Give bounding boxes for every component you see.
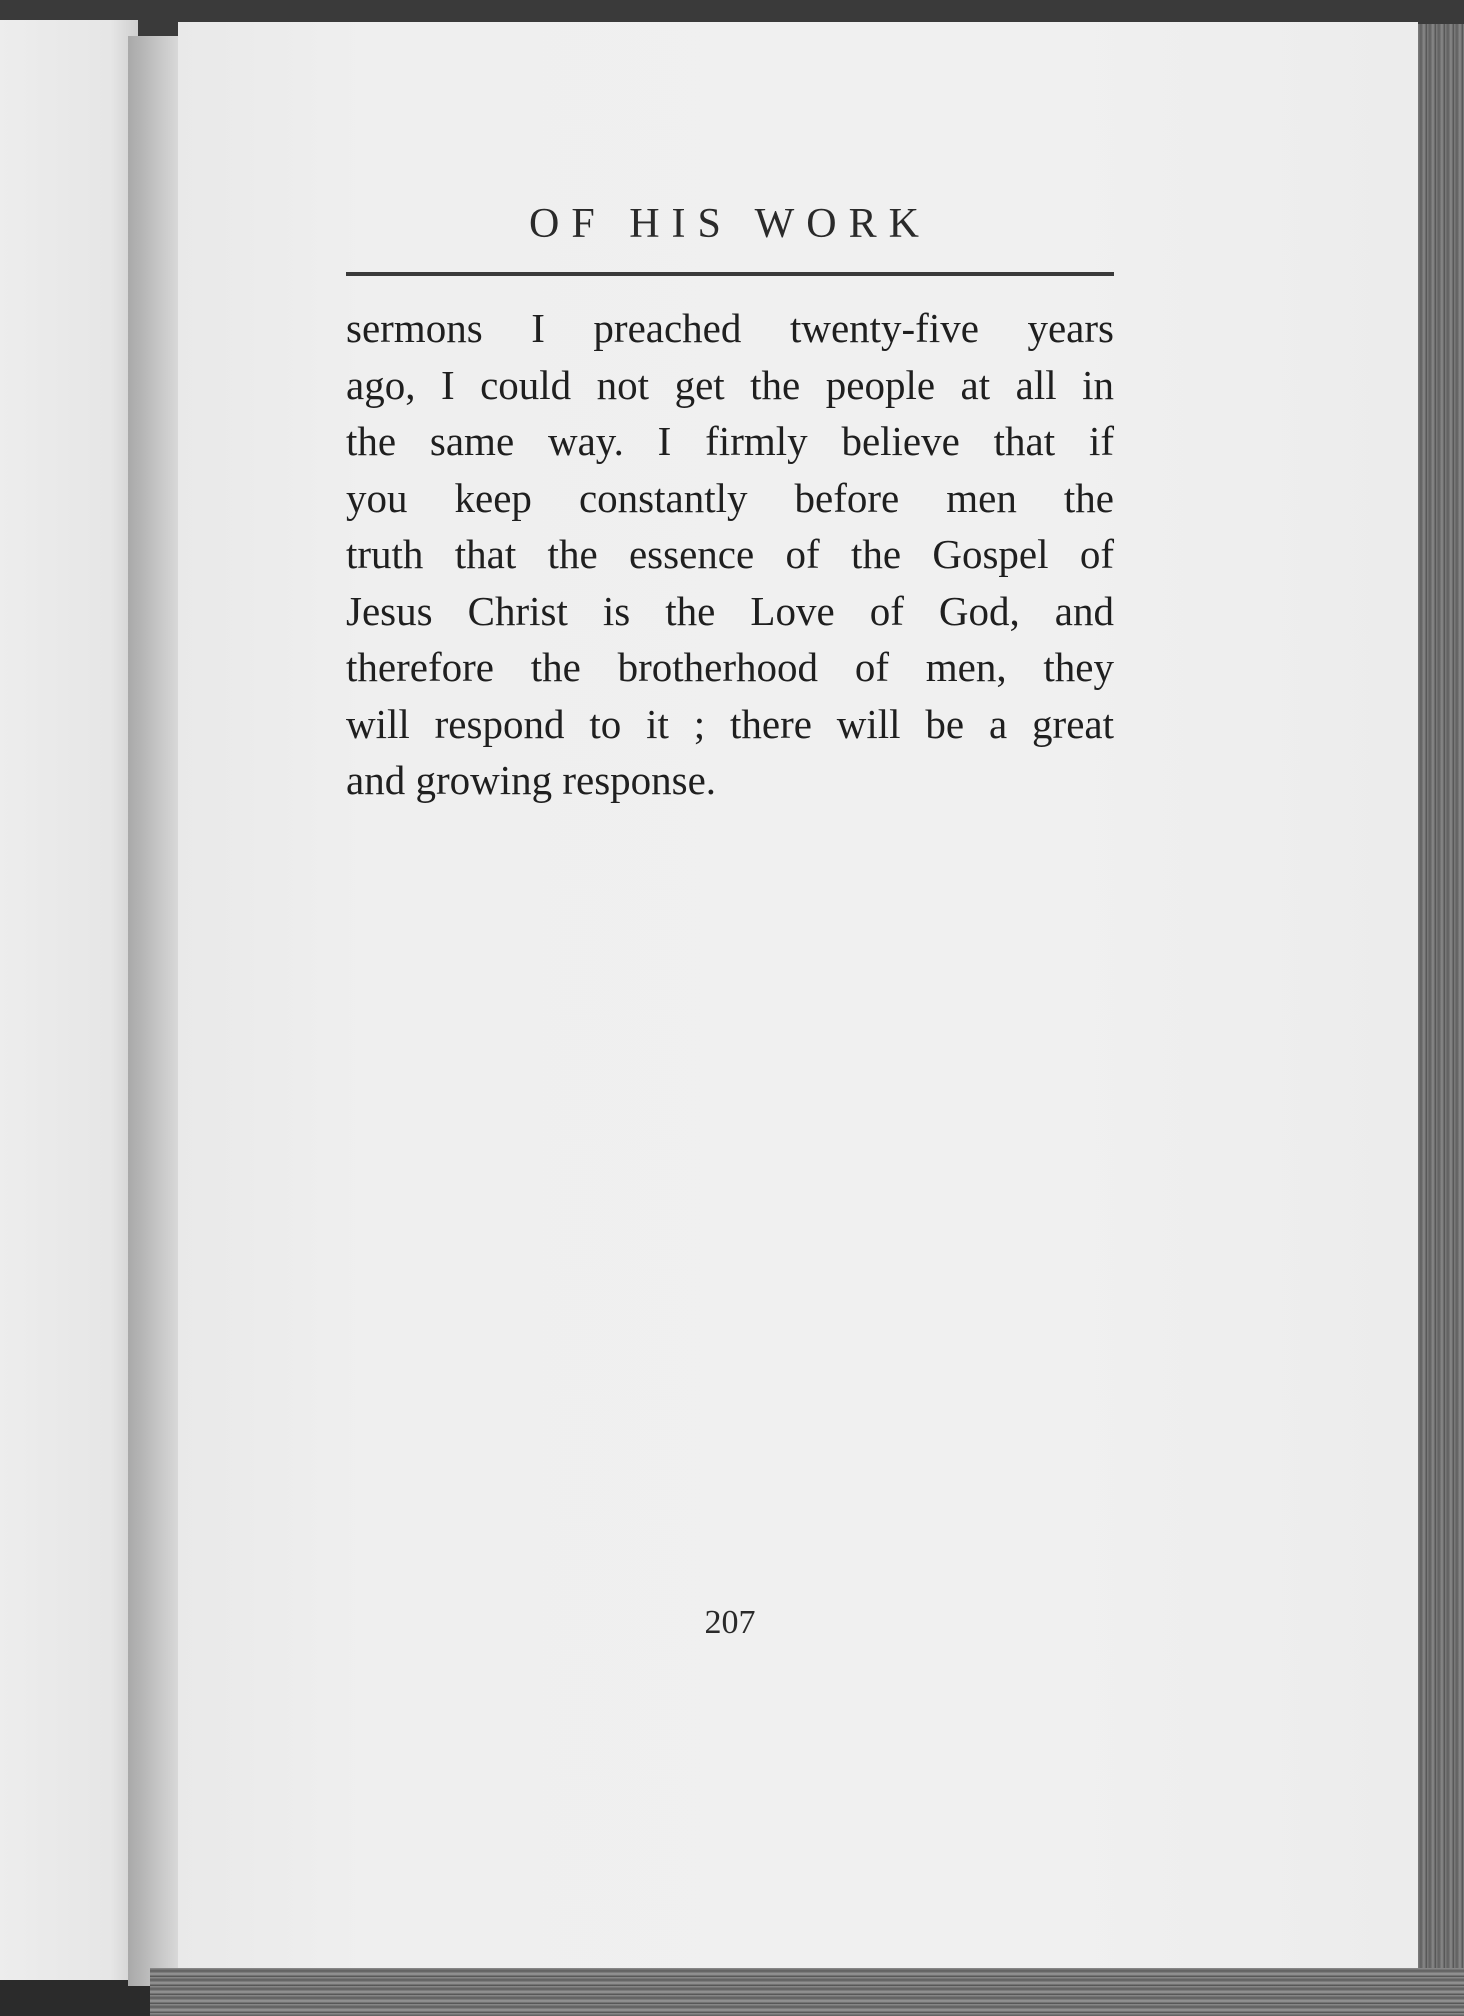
text-line: Jesus Christ is the Love of God, and [346, 587, 1114, 634]
page-number: 207 [704, 1604, 756, 1641]
binding-gutter [128, 36, 184, 1986]
running-head: OF HIS WORK [529, 201, 931, 247]
page-bottom-edge [150, 1968, 1464, 2016]
text-line: will respond to it ; there will be a great [346, 700, 1114, 747]
header-rule [346, 272, 1114, 276]
text-line: truth that the essence of the Gospel of [346, 531, 1114, 577]
left-facing-page [0, 20, 138, 1980]
text-line: therefore the brotherhood of men, they [346, 644, 1114, 690]
text-line: you keep constantly before men the [346, 474, 1114, 521]
body-paragraph [346, 300, 1114, 809]
page-fore-edge [1418, 24, 1464, 1984]
text-line: ago, I could not get the people at all in [346, 361, 1114, 408]
text-line: sermons I preached twenty-five years [346, 305, 1114, 351]
text-line: the same way. I firmly believe that if [346, 418, 1114, 464]
text-line: and growing response. [346, 757, 717, 803]
